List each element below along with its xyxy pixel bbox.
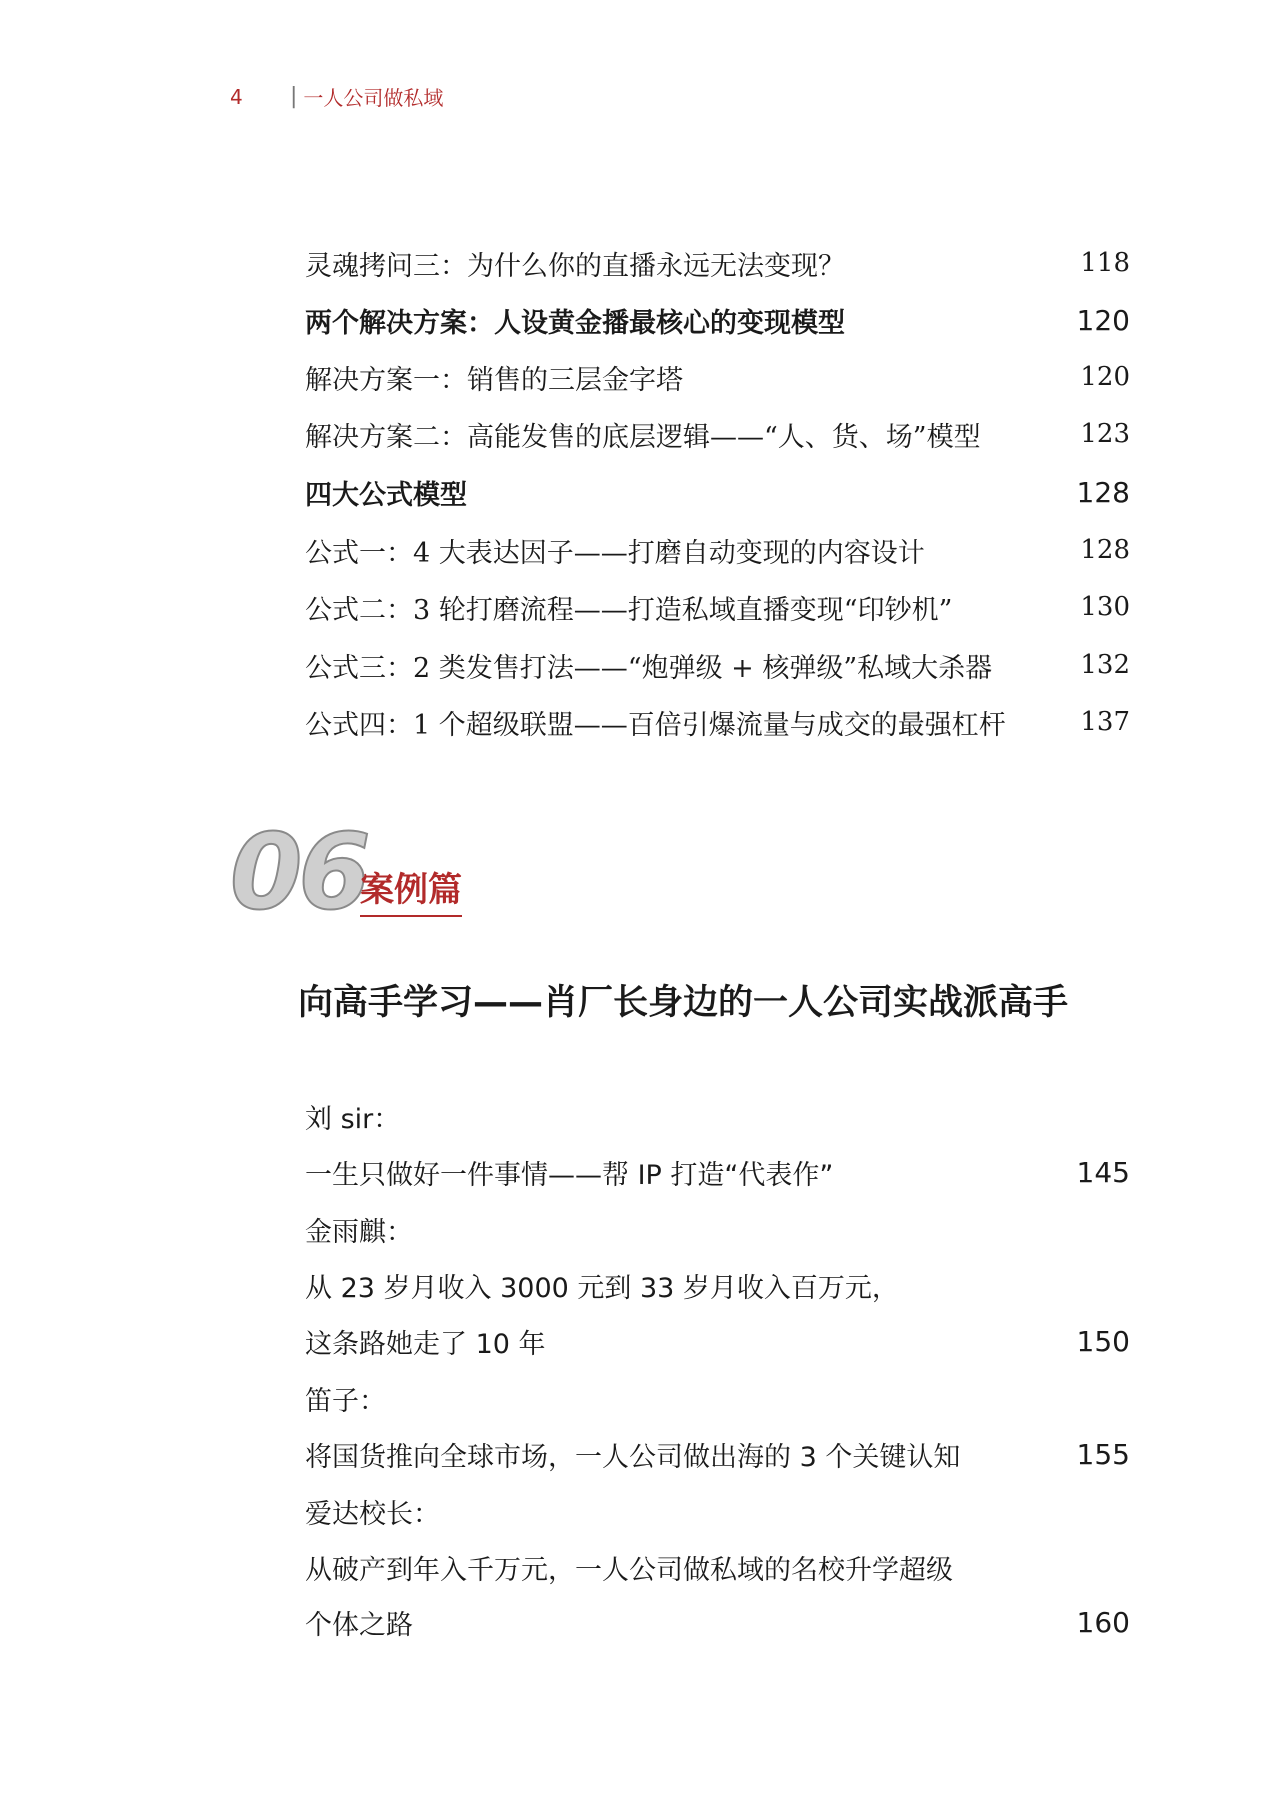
toc-entry-page: 145	[1076, 1155, 1130, 1189]
toc-entry[interactable]	[305, 357, 1130, 397]
toc-entry[interactable]	[305, 1600, 1130, 1644]
toc-entry-title: 一生只做好一件事情——帮 IP 打造“代表作”	[305, 1159, 834, 1191]
toc-entry-page: 137	[1080, 707, 1130, 737]
toc-entry[interactable]	[305, 243, 1130, 283]
toc-entry-page: 128	[1080, 535, 1130, 565]
toc-entry-page: 130	[1080, 592, 1130, 622]
toc-entry[interactable]	[305, 300, 1130, 340]
toc-entry-page: 128	[1076, 475, 1130, 509]
toc-entry-author	[305, 1094, 1130, 1138]
toc-entry-title: 解决方案一：销售的三层金字塔	[305, 364, 683, 396]
toc-entry-page: 120	[1076, 303, 1130, 337]
chapter-number: 06	[230, 811, 367, 933]
header-separator: |	[290, 84, 298, 109]
toc-entry-title: 公式四：1 个超级联盟——百倍引爆流量与成交的最强杠杆	[305, 709, 1006, 741]
toc-entry[interactable]	[305, 1150, 1130, 1194]
toc-entry-title: 将国货推向全球市场，一人公司做出海的 3 个关键认知	[305, 1441, 961, 1473]
toc-entry-page: 150	[1076, 1324, 1130, 1358]
toc-entry-title: 金雨麒：	[305, 1216, 413, 1248]
toc-entry-title: 公式一：4 大表达因子——打磨自动变现的内容设计	[305, 537, 925, 569]
running-head	[230, 82, 443, 111]
section-heading: 向高手学习——肖厂长身边的一人公司实战派高手	[298, 983, 1069, 1023]
toc-entry-title: 四大公式模型	[305, 479, 467, 511]
toc-entry-title: 解决方案二：高能发售的底层逻辑——“人、货、场”模型	[305, 421, 981, 453]
page-number: 4	[230, 84, 243, 109]
toc-entry-title: 公式三：2 类发售打法——“炮弹级 + 核弹级”私域大杀器	[305, 652, 993, 684]
toc-entry-author	[305, 1489, 1130, 1533]
toc-entry-author	[305, 1207, 1130, 1251]
toc-entry-title: 两个解决方案：人设黄金播最核心的变现模型	[305, 307, 845, 339]
toc-entry-page: 118	[1080, 248, 1130, 278]
toc-entry-page: 123	[1080, 419, 1130, 449]
chapter-title: 案例篇	[360, 862, 462, 917]
toc-entry[interactable]	[305, 1432, 1130, 1476]
toc-entry-title: 个体之路	[305, 1609, 413, 1641]
toc-entry[interactable]	[305, 472, 1130, 512]
toc-entry[interactable]	[305, 1545, 1130, 1589]
toc-entry-title: 刘 sir：	[305, 1103, 401, 1135]
book-title: 一人公司做私域	[303, 86, 444, 110]
toc-entry[interactable]	[305, 702, 1130, 742]
toc-entry-title: 公式二：3 轮打磨流程——打造私域直播变现“印钞机”	[305, 594, 953, 626]
toc-entry-page: 132	[1080, 650, 1130, 680]
toc-entry-author	[305, 1376, 1130, 1420]
toc-entry-title: 从破产到年入千万元，一人公司做私域的名校升学超级	[305, 1554, 953, 1586]
toc-entry[interactable]	[305, 530, 1130, 570]
toc-entry-title: 这条路她走了 10 年	[305, 1328, 546, 1360]
toc-entry[interactable]	[305, 645, 1130, 685]
toc-entry[interactable]	[305, 414, 1130, 454]
toc-entry[interactable]	[305, 1263, 1130, 1307]
toc-entry-title: 灵魂拷问三：为什么你的直播永远无法变现？	[305, 250, 845, 282]
toc-entry-page: 160	[1076, 1605, 1130, 1639]
toc-entry-page: 155	[1076, 1437, 1130, 1471]
toc-entry-title: 笛子：	[305, 1385, 386, 1417]
toc-entry[interactable]	[305, 1319, 1130, 1363]
toc-entry-title: 从 23 岁月收入 3000 元到 33 岁月收入百万元，	[305, 1272, 899, 1304]
toc-entry-title: 爱达校长：	[305, 1498, 440, 1530]
toc-entry[interactable]	[305, 587, 1130, 627]
toc-entry-page: 120	[1080, 362, 1130, 392]
